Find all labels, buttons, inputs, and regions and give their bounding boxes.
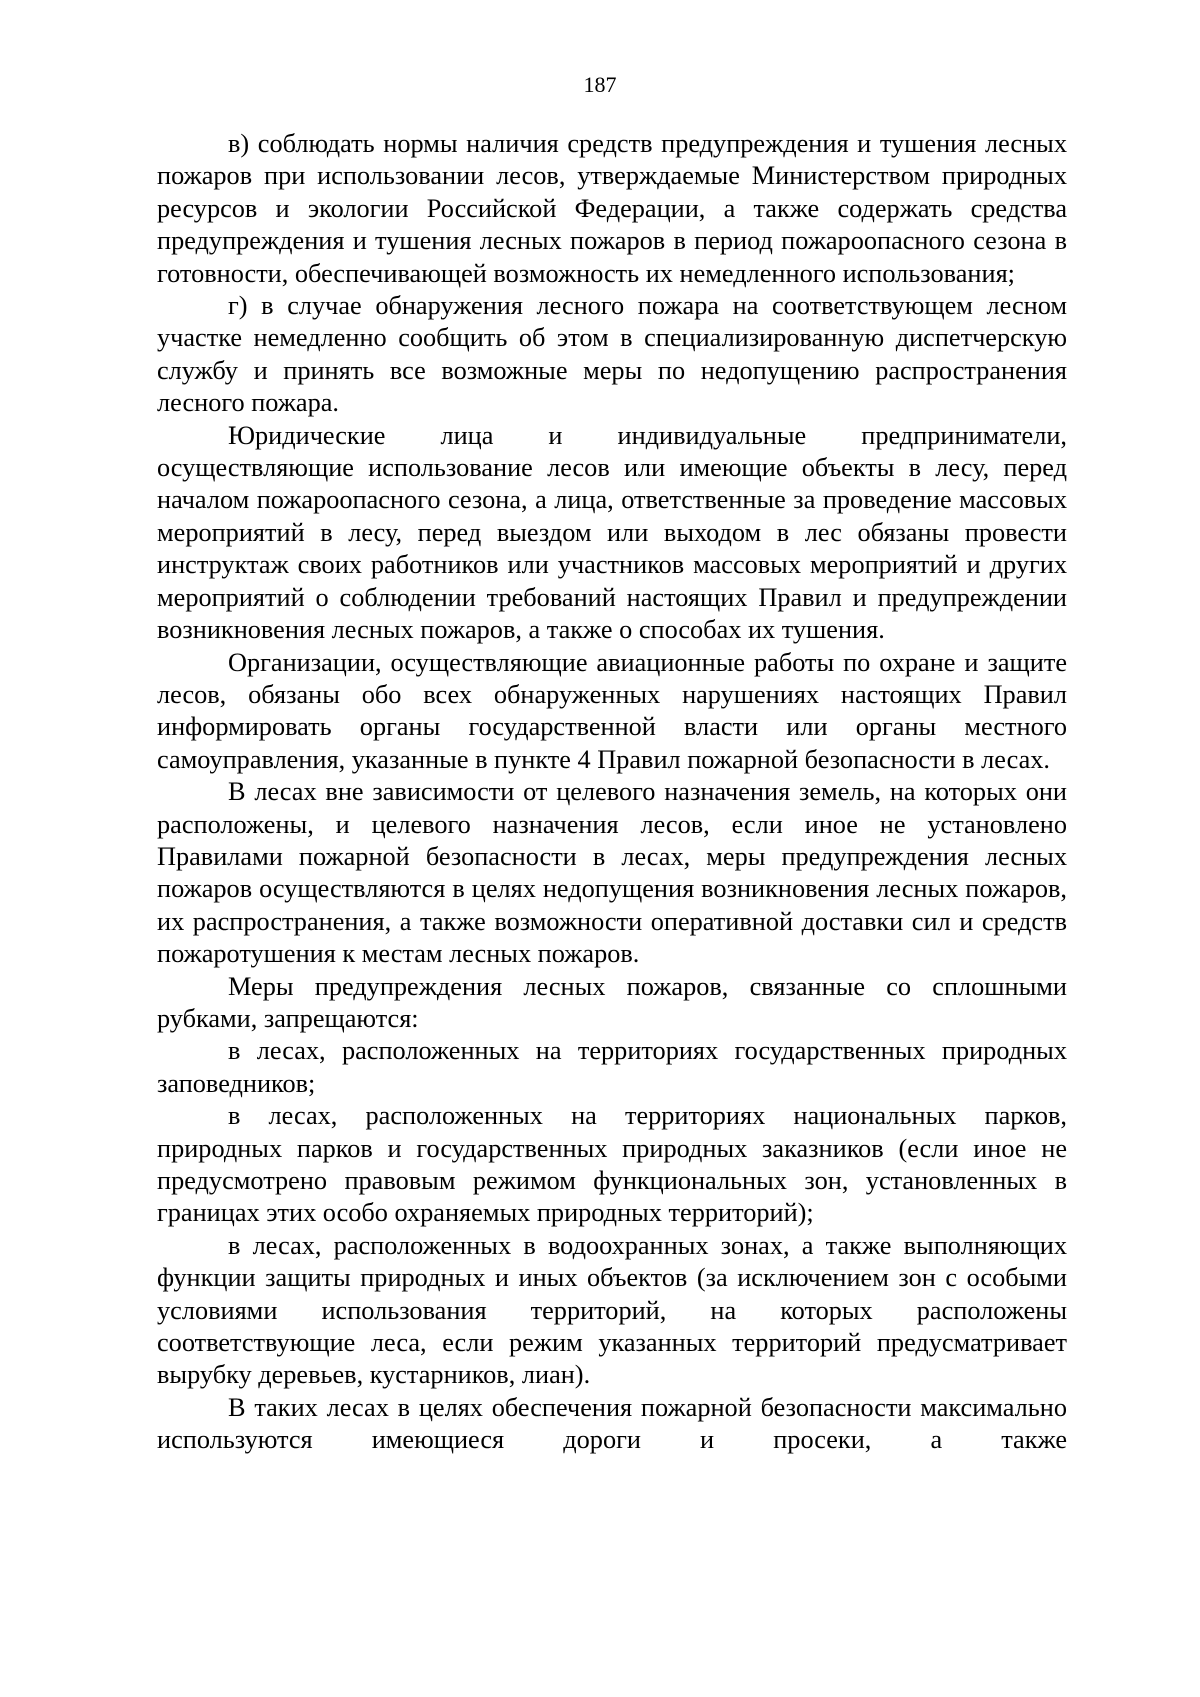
paragraph: в лесах, расположенных на территориях государственных природных заповедников; [157, 1036, 1067, 1098]
paragraph: В лесах вне зависимости от целевого назначения земель, на которых они расположены, и целевого назначения лесов, если иное не установлено Правилами пожарной безопасности в лесах, меры предупреждения лесных пожаров осуществляются в целях недопущения возникновения лесных пожаров, их распространения, а также возможности оперативной доставки сил и средств пожаротушения к местам лесных пожаров. [157, 777, 1067, 969]
paragraph: в лесах, расположенных на территориях национальных парков, природных парков и государственных природных заказников (если иное не предусмотрено правовым режимом функциональных зон, установленных в границах этих особо охраняемых природных территорий); [157, 1101, 1067, 1228]
paragraph: В таких лесах в целях обеспечения пожарной безопасности максимально используются имеющиеся дороги и просеки, а также [157, 1392, 1067, 1455]
paragraph: в лесах, расположенных в водоохранных зонах, а также выполняющих функции защиты природных и иных объектов (за исключением зон с особыми условиями использования территорий, на которых расположены соответствующие леса, если режим указанных территорий предусматривает вырубку деревьев, кустарников, лиан). [157, 1230, 1067, 1390]
paragraph: г) в случае обнаружения лесного пожара на соответствующем лесном участке немедленно сообщить об этом в специализированную диспетчерскую службу и принять все возможные меры по недопущению распространения лесного пожара. [157, 291, 1067, 418]
paragraph: Организации, осуществляющие авиационные работы по охране и защите лесов, обязаны обо всех обнаруженных нарушениях настоящих Правил информировать органы государственной власти или органы местного самоуправления, указанные в пункте 4 Правил пожарной безопасности в лесах. [157, 647, 1067, 774]
paragraph: Юридические лица и индивидуальные предприниматели, осуществляющие использование лесов или имеющие объекты в лесу, перед началом пожароопасного сезона, а лица, ответственные за проведение массовых мероприятий в лесу, перед выездом или выходом в лес обязаны провести инструктаж своих работников или участников массовых мероприятий и других мероприятий о соблюдении требований настоящих Правил и предупреждении возникновения лесных пожаров, а также о способах их тушения. [157, 420, 1067, 645]
page-number: 187 [583, 72, 617, 97]
paragraph: в) соблюдать нормы наличия средств предупреждения и тушения лесных пожаров при использовании лесов, утверждаемые Министерством природных ресурсов и экологии Российской Федерации, а также содержать средства предупреждения и тушения лесных пожаров в период пожароопасного сезона в готовности, обеспечивающей возможность их немедленного использования; [157, 129, 1067, 288]
paragraph: Меры предупреждения лесных пожаров, связанные со сплошными рубками, запрещаются: [157, 971, 1067, 1033]
body-text [157, 128, 1067, 1457]
